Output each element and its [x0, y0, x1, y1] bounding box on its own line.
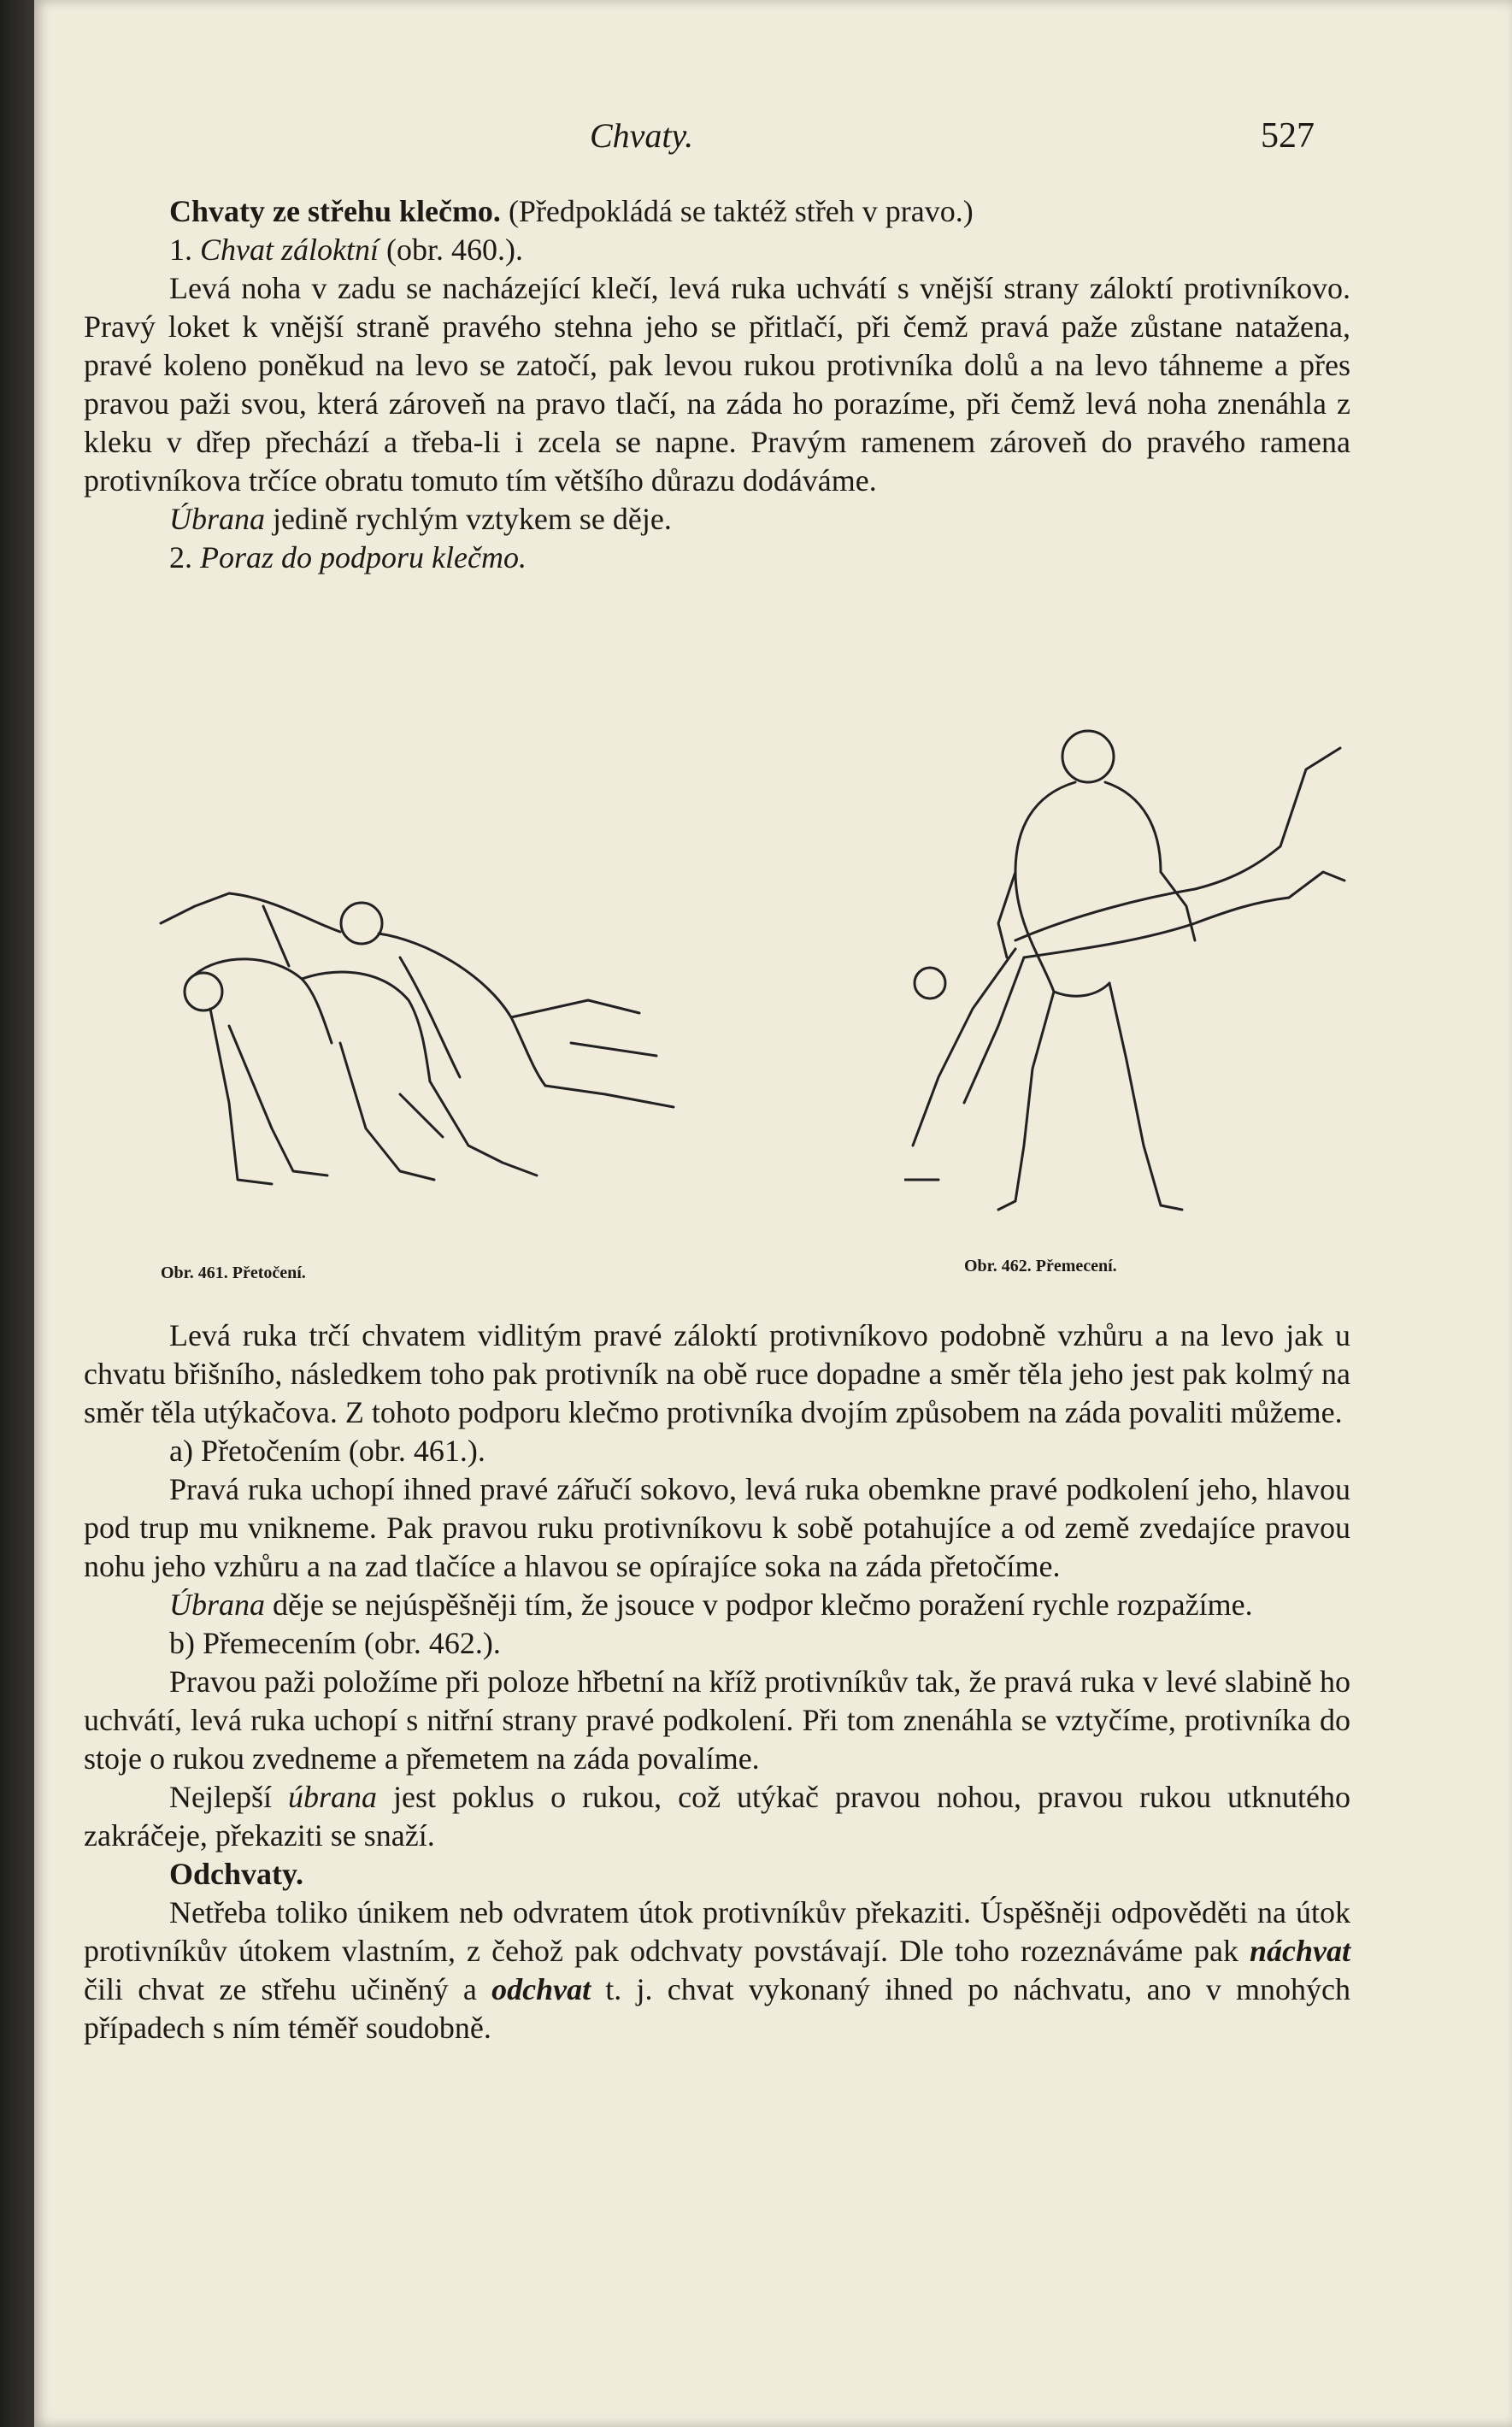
figures-row: [84, 701, 1350, 1291]
best-prefix: Nejlepší: [169, 1780, 272, 1814]
item1-ref: (obr. 460.).: [386, 233, 523, 267]
paragraph-intro: Levá ruka trčí chvatem vidlitým pravé záloktí protivníkovo podobně vzhůru a na levo jak u chvatu břišního, následkem toho pak protivník na obě ruce dopadne a směr těla jeho jest pak kolmý na směr těla utýkačova. Z tohoto podporu klečmo protivníka dvojím způsobem na záda povaliti můžeme.: [84, 1318, 1350, 1429]
paragraph-a: Pravá ruka uchopí ihned pravé zářučí sokovo, levá ruka obemkne pravé podkolení jeho, hlavou pod trup mu vnikneme. Pak pravou ruku protivníkovu k sobě potahujíce a od země zvedajíce pravou nohu jeho vzhůru a na zad tlačíce a hlavou se opírajíce soka na záda přetočíme.: [84, 1472, 1350, 1583]
item1-heading: [84, 231, 1350, 269]
para-c-mid: čili chvat ze střehu učiněný a: [84, 1972, 477, 2006]
paragraph-b: Pravou paži položíme při poloze hřbetní na kříž protivníkův tak, že pravá ruka v levé slabině ho uchvátí, levá ruka uchopí s nitřní strany pravé podkolení. Při tom znenáhla se vztyčíme, protivníka do stoje o rukou zvedneme a přemetem na záda povalíme.: [84, 1664, 1350, 1776]
defense-text: jedině rychlým vztykem se děje.: [273, 502, 672, 536]
running-title: Chvaty.: [590, 116, 694, 155]
subheading-a: a) Přetočením (obr. 461.).: [169, 1434, 485, 1468]
para-c-start: Netřeba toliko únikem neb odvratem útok protivníkův překaziti. Úspěšněji odpověděti na útok protivníkův útokem vlastním, z čehož pak odchvaty povstávají. Dle toho rozeznáváme pak: [84, 1895, 1350, 1968]
item1-defense: [84, 500, 1350, 539]
best-word: úbrana: [288, 1780, 378, 1814]
section-holds-kneeling: [84, 192, 1350, 577]
term-odchvat: odchvat: [491, 1972, 591, 2006]
book-page: [34, 0, 1512, 2427]
defense-a: [84, 1586, 1350, 1624]
figure-461-illustration: [144, 872, 725, 1205]
item1-title: Chvat záloktní: [200, 233, 379, 267]
paragraph-counterholds: [84, 1894, 1350, 2047]
heading-counterholds: Odchvaty.: [169, 1857, 304, 1891]
subheading-b: b) Přemecením (obr. 462.).: [169, 1626, 501, 1660]
item1-paragraph: Levá noha v zadu se nacházející klečí, levá ruka uchvátí s vnější strany záloktí protivníkovo. Pravý loket k vnější straně pravého stehna jeho se přitlačí, při čemž pravá paže zůstane natažena, pravé koleno poněkud na levo se zatočí, pak levou rukou protivníka dolů a na levo táhneme a přes pravou paži svou, která zároveň na pravo tlačí, na záda ho porazíme, při čemž levá noha znenáhla z kleku v dřep přechází a třeba-li i zcela se napne. Pravým ramenem zároveň do pravého ramena protivníkova trčíce obratu tomuto tím většího důrazu dodáváme.: [84, 271, 1350, 498]
para-c-end: t. j. chvat vykonaný ihned po náchvatu, ano v mnohých případech s ním téměř soudobně.: [84, 1972, 1351, 2045]
figure-462-caption: Obr. 462. Přemecení.: [964, 1257, 1117, 1275]
page-number: 527: [1261, 116, 1315, 156]
section-heading-line: [84, 192, 1350, 231]
item2-title: Poraz do podporu klečmo.: [200, 540, 527, 574]
section-heading: Chvaty ze střehu klečmo.: [169, 194, 501, 228]
item2-number: 2.: [169, 540, 192, 574]
figure-462-illustration: [904, 701, 1349, 1222]
defense-word: Úbrana: [169, 502, 266, 536]
paragraph-best-defense: [84, 1778, 1350, 1855]
item1-number: 1.: [169, 233, 192, 267]
section-support-kneeling: [84, 1317, 1350, 2047]
book-gutter: [0, 0, 34, 2427]
figure-461-caption: Obr. 461. Přetočení.: [161, 1264, 306, 1282]
page-header: [34, 115, 1512, 167]
defense-a-text: děje se nejúspěšněji tím, že jsouce v podpor klečmo poražení rychle rozpažíme.: [273, 1588, 1253, 1622]
term-nachvat: náchvat: [1249, 1934, 1350, 1968]
best-text: jest poklus o rukou, což utýkač pravou nohou, pravou rukou utknutého zakráčeje, překaziti se snaží.: [84, 1780, 1350, 1853]
defense-a-word: Úbrana: [169, 1588, 266, 1622]
section-heading-note: (Předpokládá se taktéž střeh v pravo.): [508, 194, 974, 228]
item2-heading: [84, 539, 1350, 577]
